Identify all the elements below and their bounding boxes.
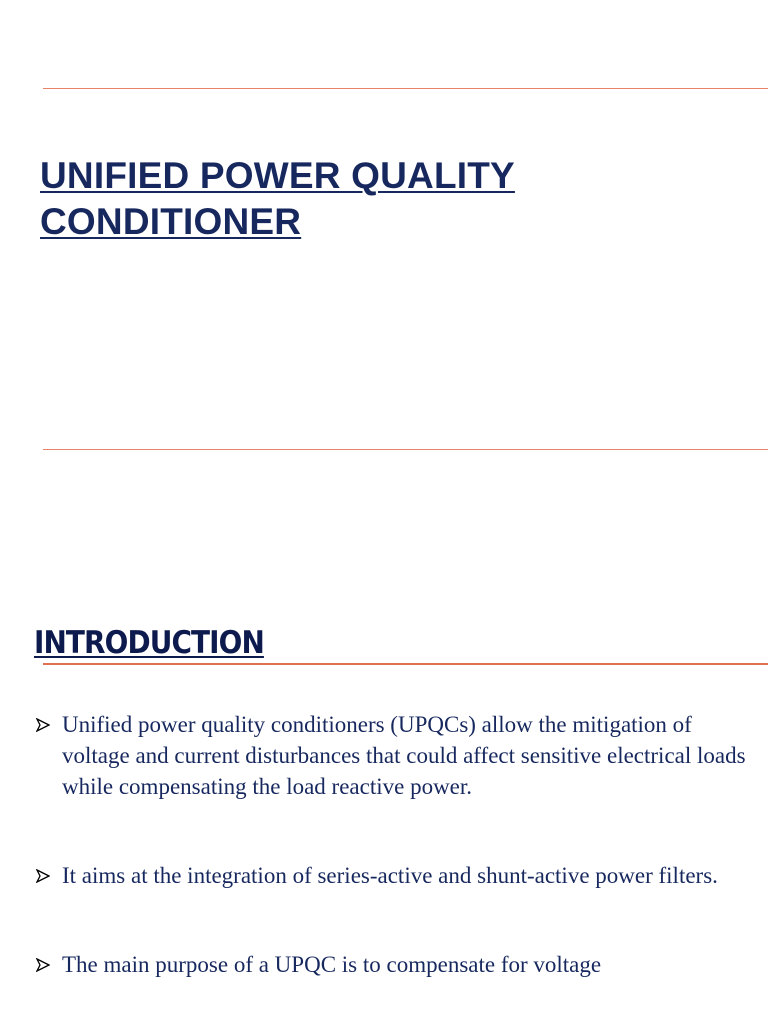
arrowhead-bullet-icon — [36, 718, 50, 732]
section-heading: INTRODUCTION — [34, 625, 264, 661]
bullet-item — [34, 860, 754, 891]
arrowhead-bullet-icon — [36, 869, 50, 883]
slide-title: UNIFIED POWER QUALITY CONDITIONER — [40, 155, 515, 242]
arrowhead-bullet-icon — [36, 958, 50, 972]
bullet-item — [34, 709, 754, 802]
bullet-list — [34, 709, 754, 980]
bullet-text: It aims at the integration of series-active and shunt-active power filters. — [62, 863, 718, 888]
top-divider-line — [43, 88, 768, 89]
slide-divider-line — [43, 449, 768, 450]
bullet-text: The main purpose of a UPQC is to compensate for voltage — [62, 952, 602, 977]
section-divider-line — [43, 663, 768, 665]
bullet-item — [34, 949, 754, 980]
bullet-text: Unified power quality conditioners (UPQCs) allow the mitigation of voltage and current disturbances that could affect sensitive electrical loads while compensating the load reactive power. — [62, 712, 746, 799]
